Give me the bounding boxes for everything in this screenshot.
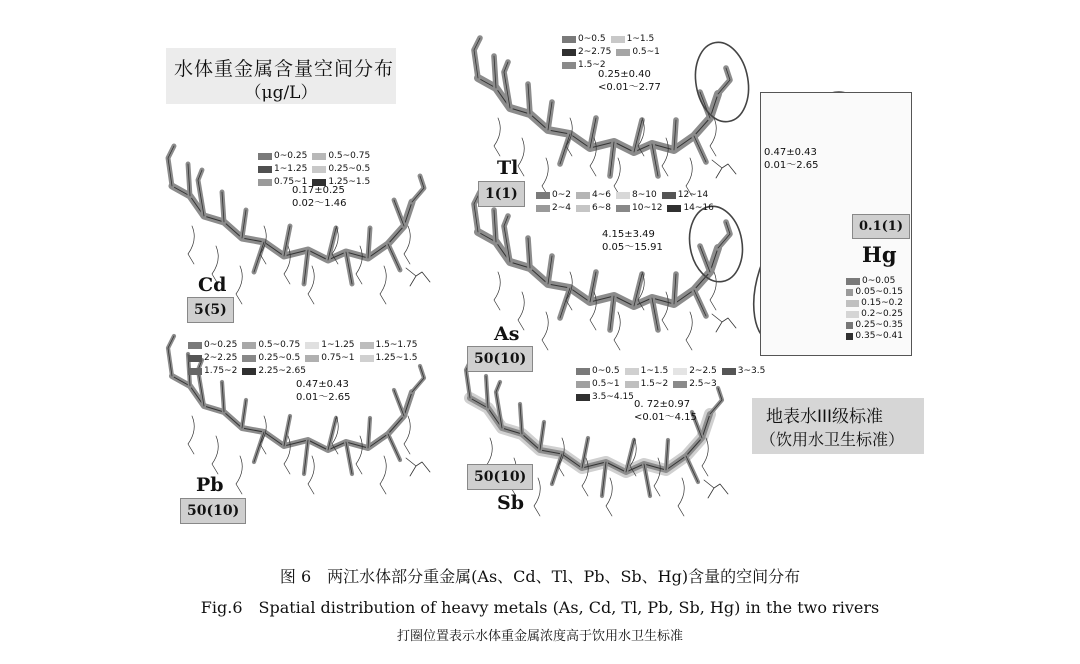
sb-stat-mean: 0. 72±0.97	[634, 399, 691, 410]
as-legend-swatch	[667, 205, 681, 212]
figure-caption-note: 打圈位置表示水体重金属浓度高于饮用水卫生标准	[396, 629, 683, 644]
cd-legend-swatch	[312, 166, 326, 173]
sb-legend-swatch	[673, 381, 687, 388]
hg-legend-swatch	[846, 311, 859, 318]
sb-standard: 50(10)	[467, 464, 533, 490]
pb-river-stream	[308, 456, 314, 494]
cd-river-stream	[188, 226, 194, 264]
cd-legend-label: 1.25~1.5	[328, 177, 371, 187]
cd-stat	[292, 184, 347, 210]
as-river-stream	[494, 272, 500, 310]
sb-legend-label: 0.5~1	[592, 379, 620, 389]
tl-river-delta	[712, 160, 736, 178]
cd-legend-label: 1~1.25	[274, 164, 308, 174]
sb-stat-range: <0.01～4.15	[634, 412, 697, 423]
sb-legend-swatch	[576, 368, 590, 375]
cd-legend-swatch	[258, 166, 272, 173]
cd-legend-swatch	[312, 153, 326, 160]
tl-river-stream	[518, 138, 524, 176]
sb-legend-label: 1~1.5	[640, 366, 669, 376]
hg-legend-label: 0.15~0.2	[861, 298, 903, 308]
pb-river-stream	[356, 436, 362, 474]
sb-legend-swatch	[722, 368, 736, 375]
as-stat-mean: 4.15±3.49	[602, 229, 655, 240]
tl-legend-item	[562, 34, 606, 45]
tl-legend-swatch	[562, 36, 576, 43]
as-label: As	[494, 323, 520, 345]
cd-river-stream	[380, 266, 386, 304]
pb-legend-label: 1.25~1.5	[375, 353, 418, 363]
hg-legend-swatch	[846, 278, 860, 285]
pb-river-stream	[404, 416, 410, 454]
cd-river-stream	[308, 266, 314, 304]
as-legend-swatch	[576, 192, 590, 199]
as-river-stream	[542, 312, 548, 350]
sb-legend-label: 2~2.5	[689, 366, 717, 376]
tl-legend-swatch	[616, 49, 630, 56]
tl-legend-item	[562, 47, 611, 58]
as-legend-label: 14~16	[683, 203, 714, 213]
pb-legend-swatch	[188, 368, 202, 375]
hg-legend-item	[846, 298, 903, 309]
tl-stat-mean: 0.25±0.40	[598, 69, 651, 80]
figure-caption-en: Fig.6 Spatial distribution of heavy metals (As, Cd, Tl, Pb, Sb, Hg) in the two rivers	[200, 598, 880, 617]
as-legend-label: 4~6	[592, 190, 611, 200]
tl-legend-label: 1~1.5	[626, 34, 655, 44]
hg-stat	[764, 146, 819, 172]
standard-note-line2: （饮用水卫生标准）	[760, 430, 905, 449]
pb-legend	[188, 340, 468, 379]
sb-legend-label: 2.5~3	[689, 379, 717, 389]
pb-legend-item	[305, 340, 354, 351]
cd-river-trib-line	[394, 200, 404, 226]
as-river-trib-line	[560, 288, 570, 318]
cd-standard: 5(5)	[187, 297, 234, 323]
as-legend-label: 8~10	[632, 190, 657, 200]
tl-stat-range: <0.01～2.77	[598, 82, 661, 93]
sb-legend-item	[625, 379, 669, 390]
as-legend-swatch	[536, 192, 550, 199]
pb-legend-swatch	[360, 342, 374, 349]
as-stat	[602, 228, 663, 254]
cd-stat-range: 0.02～1.46	[292, 198, 347, 209]
pb-legend-label: 0.25~0.5	[258, 353, 301, 363]
hg-legend-item	[846, 287, 903, 298]
as-legend-label: 2~4	[552, 203, 571, 213]
pb-legend-swatch	[188, 342, 202, 349]
as-legend-item	[576, 190, 611, 201]
pb-legend-swatch	[242, 342, 256, 349]
tl-legend-label: 2~2.75	[578, 47, 612, 57]
hg-stat-range: 0.01～2.65	[764, 160, 819, 171]
cd-river-stream	[404, 226, 410, 264]
sb-legend-swatch	[673, 368, 687, 375]
pb-river-trib-line	[394, 390, 404, 416]
pb-legend-swatch	[305, 355, 319, 362]
standard-note-box	[752, 398, 924, 454]
as-legend-swatch	[536, 205, 550, 212]
sb-legend-item	[673, 366, 717, 377]
hg-legend-swatch	[846, 300, 859, 307]
tl-river-trib-line	[694, 136, 706, 162]
as-legend-item	[667, 203, 713, 214]
sb-legend-swatch	[576, 381, 590, 388]
pb-river-delta	[406, 458, 430, 476]
sb-legend-item	[576, 392, 634, 403]
as-legend	[536, 190, 726, 216]
cd-legend-label: 0.75~1	[274, 177, 308, 187]
hg-stat-mean: 0.47±0.43	[764, 147, 817, 158]
as-river-stream	[686, 312, 692, 350]
pb-legend-item	[242, 353, 300, 364]
figure-caption-cn: 图 6 两江水体部分重金属(As、Cd、Tl、Pb、Sb、Hg)含量的空间分布	[279, 567, 801, 586]
pb-legend-item	[242, 366, 306, 377]
as-legend-label: 6~8	[592, 203, 611, 213]
hg-legend	[846, 276, 908, 342]
cd-legend-item	[312, 151, 370, 162]
sb-legend-swatch	[625, 381, 639, 388]
hg-legend-label: 0.35~0.41	[855, 331, 903, 341]
hg-legend-item	[846, 331, 903, 342]
pb-legend-label: 0.75~1	[321, 353, 355, 363]
cd-legend-label: 0.5~0.75	[328, 151, 371, 161]
sb-river-stream	[678, 478, 684, 516]
tl-legend-label: 0.5~1	[632, 47, 660, 57]
cd-legend-item	[258, 151, 307, 162]
cd-river-trib-line	[388, 244, 400, 270]
pb-legend-swatch	[305, 342, 319, 349]
sb-river-trib-line	[686, 456, 698, 482]
hg-legend-label: 0.2~0.25	[861, 309, 903, 319]
hg-standard: 0.1(1)	[852, 214, 910, 239]
pb-legend-label: 1.75~2	[204, 366, 238, 376]
as-legend-item	[536, 203, 571, 214]
pb-legend-item	[360, 353, 418, 364]
sb-legend-label: 3.5~4.15	[592, 392, 634, 402]
as-legend-swatch	[662, 192, 676, 199]
pb-river-stream	[236, 456, 242, 494]
pb-standard: 50(10)	[180, 498, 246, 524]
as-river-trib	[718, 222, 730, 248]
map-title: 水体重金属含量空间分布	[174, 58, 395, 80]
pb-legend-item	[305, 353, 354, 364]
sb-legend-item	[625, 366, 669, 377]
cd-legend-item	[312, 164, 370, 175]
sb-legend-swatch	[625, 368, 639, 375]
cd-river-delta	[406, 268, 430, 286]
pb-river-stream	[380, 456, 386, 494]
as-river-stream	[614, 312, 620, 350]
as-legend-swatch	[616, 205, 630, 212]
pb-stat-range: 0.01～2.65	[296, 392, 351, 403]
pb-legend-item	[188, 366, 237, 377]
as-stat-range: 0.05～15.91	[602, 242, 663, 253]
hg-legend-item	[846, 276, 903, 287]
tl-legend-item	[616, 47, 660, 58]
sb-label: Sb	[497, 492, 525, 514]
hg-legend-item	[846, 309, 903, 320]
hg-legend-label: 0~0.05	[862, 276, 896, 286]
pb-legend-item	[360, 340, 418, 351]
pb-legend-label: 2.25~2.65	[258, 366, 306, 376]
cd-label: Cd	[198, 274, 227, 296]
cd-river-trib-line	[254, 242, 264, 272]
pb-river-trib-line	[254, 432, 264, 462]
hg-legend-item	[846, 320, 903, 331]
tl-label: Tl	[497, 157, 519, 179]
pb-legend-swatch	[360, 355, 374, 362]
as-legend-item	[576, 203, 611, 214]
tl-legend-swatch	[562, 49, 576, 56]
pb-legend-label: 1.5~1.75	[375, 340, 418, 350]
as-legend-swatch	[616, 192, 630, 199]
pb-legend-label: 0~0.25	[204, 340, 238, 350]
as-river-delta	[712, 314, 736, 332]
sb-legend-item	[576, 366, 620, 377]
pb-legend-item	[188, 340, 237, 351]
cd-stat-mean: 0.17±0.25	[292, 185, 345, 196]
tl-legend-label: 0~0.5	[578, 34, 606, 44]
pb-stat-mean: 0.47±0.43	[296, 379, 349, 390]
sb-legend-item	[722, 366, 766, 377]
as-legend-item	[536, 190, 571, 201]
standard-note-line1: 地表水III级标准	[766, 407, 884, 427]
cd-river-stream	[236, 266, 242, 304]
hg-legend-swatch	[846, 333, 853, 340]
tl-legend-label: 1.5~2	[578, 60, 606, 70]
pb-river-main	[172, 376, 412, 450]
sb-legend-swatch	[576, 394, 590, 401]
tl-stat	[598, 68, 661, 94]
pb-legend-item	[242, 340, 300, 351]
hg-legend-label: 0.25~0.35	[855, 320, 903, 330]
tl-river-trib-line	[700, 92, 710, 118]
tl-river-stream	[494, 118, 500, 156]
sb-river-delta	[704, 480, 728, 498]
tl-river-trib	[718, 68, 730, 94]
as-legend-label: 10~12	[632, 203, 663, 213]
pb-legend-swatch	[188, 355, 202, 362]
tl-river-trib-line	[560, 134, 570, 164]
as-legend-label: 12~14	[677, 190, 709, 200]
tl-legend-swatch	[611, 36, 625, 43]
as-legend-item	[616, 190, 657, 201]
pb-legend-label: 0.5~0.75	[258, 340, 301, 350]
sb-legend-label: 1.5~2	[640, 379, 669, 389]
as-legend-item	[616, 203, 662, 214]
as-river-trib-line	[700, 246, 710, 272]
cd-legend-swatch	[258, 179, 272, 186]
sb-stat	[634, 398, 697, 424]
hg-label: Hg	[862, 242, 897, 267]
pb-river-stream	[212, 436, 218, 474]
pb-legend-item	[188, 353, 237, 364]
as-river-stream	[710, 272, 716, 310]
pb-legend-swatch	[242, 355, 256, 362]
as-legend-item	[662, 190, 708, 201]
as-legend-label: 0~2	[552, 190, 571, 200]
sb-river-stream	[606, 478, 612, 516]
sb-legend-label: 3~3.5	[737, 366, 766, 376]
cd-legend-label: 0~0.25	[274, 151, 308, 161]
pb-legend-label: 1~1.25	[321, 340, 355, 350]
cd-legend-label: 0.25~0.5	[328, 164, 371, 174]
sb-legend-item	[576, 379, 620, 390]
sb-legend-label: 0~0.5	[592, 366, 620, 376]
as-river-main	[478, 232, 718, 306]
as-legend-swatch	[576, 205, 590, 212]
cd-legend-swatch	[258, 153, 272, 160]
sb-river-stream	[534, 478, 540, 516]
pb-stat	[296, 378, 351, 404]
pb-label: Pb	[196, 474, 224, 496]
tl-river-stream	[710, 118, 716, 156]
cd-legend-item	[258, 164, 307, 175]
pb-river-stream	[188, 416, 194, 454]
hg-legend-swatch	[846, 289, 853, 296]
map-unit: （μg/L）	[244, 83, 318, 103]
tl-legend-item	[611, 34, 655, 45]
tl-legend-swatch	[562, 62, 576, 69]
as-standard: 50(10)	[467, 346, 533, 372]
pb-river-trib-line	[388, 434, 400, 460]
tl-standard: 1(1)	[478, 181, 525, 207]
sb-legend-item	[673, 379, 717, 390]
pb-legend-swatch	[242, 368, 256, 375]
hg-legend-label: 0.05~0.15	[855, 287, 903, 297]
as-river-trib-line	[694, 290, 706, 316]
hg-legend-swatch	[846, 322, 853, 329]
pb-legend-label: 2~2.25	[204, 353, 238, 363]
